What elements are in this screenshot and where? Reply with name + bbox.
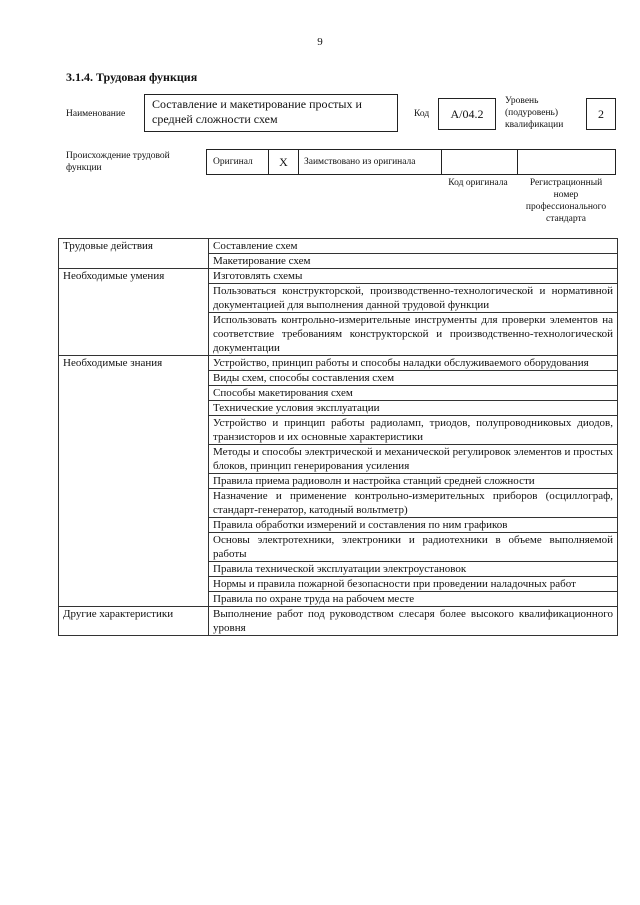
origin-label: Происхождение трудовой функции [66, 151, 170, 173]
item-cell: Пользоваться конструкторской, производственно-технологической и нормативной документацией для выполнения данной трудовой функции [209, 284, 618, 313]
level-label: Уровень (подуровень) квалификации [505, 96, 564, 130]
original-mark: X [269, 150, 299, 174]
table-row [59, 356, 618, 371]
item-cell: Выполнение работ под руководством слесаря более высокого квалификационного уровня [209, 607, 618, 636]
category-cell: Трудовые действия [59, 239, 209, 269]
item-cell: Макетирование схем [209, 254, 618, 269]
item-cell: Устройство и принцип работы радиоламп, триодов, полупроводниковых диодов, транзисторов и их основные характеристики [209, 416, 618, 445]
table-row [59, 607, 618, 636]
item-cell: Правила по охране труда на рабочем месте [209, 592, 618, 607]
original-code-cell [442, 150, 518, 174]
reg-number-cell [518, 150, 615, 174]
original-code-caption: Код оригинала [448, 178, 508, 188]
item-cell: Виды схем, способы составления схем [209, 371, 618, 386]
qualification-level-box: 2 [586, 98, 616, 130]
item-cell: Правила приема радиоволн и настройка станций средней сложности [209, 474, 618, 489]
item-cell: Правила технической эксплуатации электроустановок [209, 562, 618, 577]
page-number: 9 [317, 36, 323, 48]
item-cell: Устройство, принцип работы и способы наладки обслуживаемого оборудования [209, 356, 618, 371]
item-cell: Методы и способы электрической и механической регулировок элементов и простых блоков, принцип генерирования усиления [209, 445, 618, 474]
table-row [59, 269, 618, 284]
item-cell: Использовать контрольно-измерительные инструменты для проверки элементов на соответствие требованиям конструкторской и производственно-технологической документации [209, 313, 618, 356]
category-cell: Необходимые умения [59, 269, 209, 356]
labor-function-table [58, 238, 618, 636]
borrowed-label: Заимствовано из оригинала [299, 150, 442, 174]
item-cell: Основы электротехники, электроники и радиотехники в объеме выполняемой работы [209, 533, 618, 562]
code-label: Код [414, 109, 430, 119]
item-cell: Способы макетирования схем [209, 386, 618, 401]
reg-number-caption: Регистрационный номер профессионального стандарта [525, 178, 607, 224]
item-cell: Составление схем [209, 239, 618, 254]
function-code-box: А/04.2 [438, 98, 496, 130]
item-cell: Технические условия эксплуатации [209, 401, 618, 416]
table-row [59, 239, 618, 254]
item-cell: Нормы и правила пожарной безопасности при проведении наладочных работ [209, 577, 618, 592]
item-cell: Изготовлять схемы [209, 269, 618, 284]
function-name-box: Составление и макетирование простых и средней сложности схем [144, 94, 398, 132]
category-cell: Другие характеристики [59, 607, 209, 636]
item-cell: Назначение и применение контрольно-измерительных приборов (осциллограф, стандарт-генератор, катодный вольтметр) [209, 489, 618, 518]
category-cell: Необходимые знания [59, 356, 209, 607]
section-title: 3.1.4. Трудовая функция [66, 70, 198, 84]
original-label: Оригинал [207, 150, 269, 174]
origin-row [206, 149, 616, 175]
name-label: Наименование [66, 109, 126, 119]
item-cell: Правила обработки измерений и составления по ним графиков [209, 518, 618, 533]
